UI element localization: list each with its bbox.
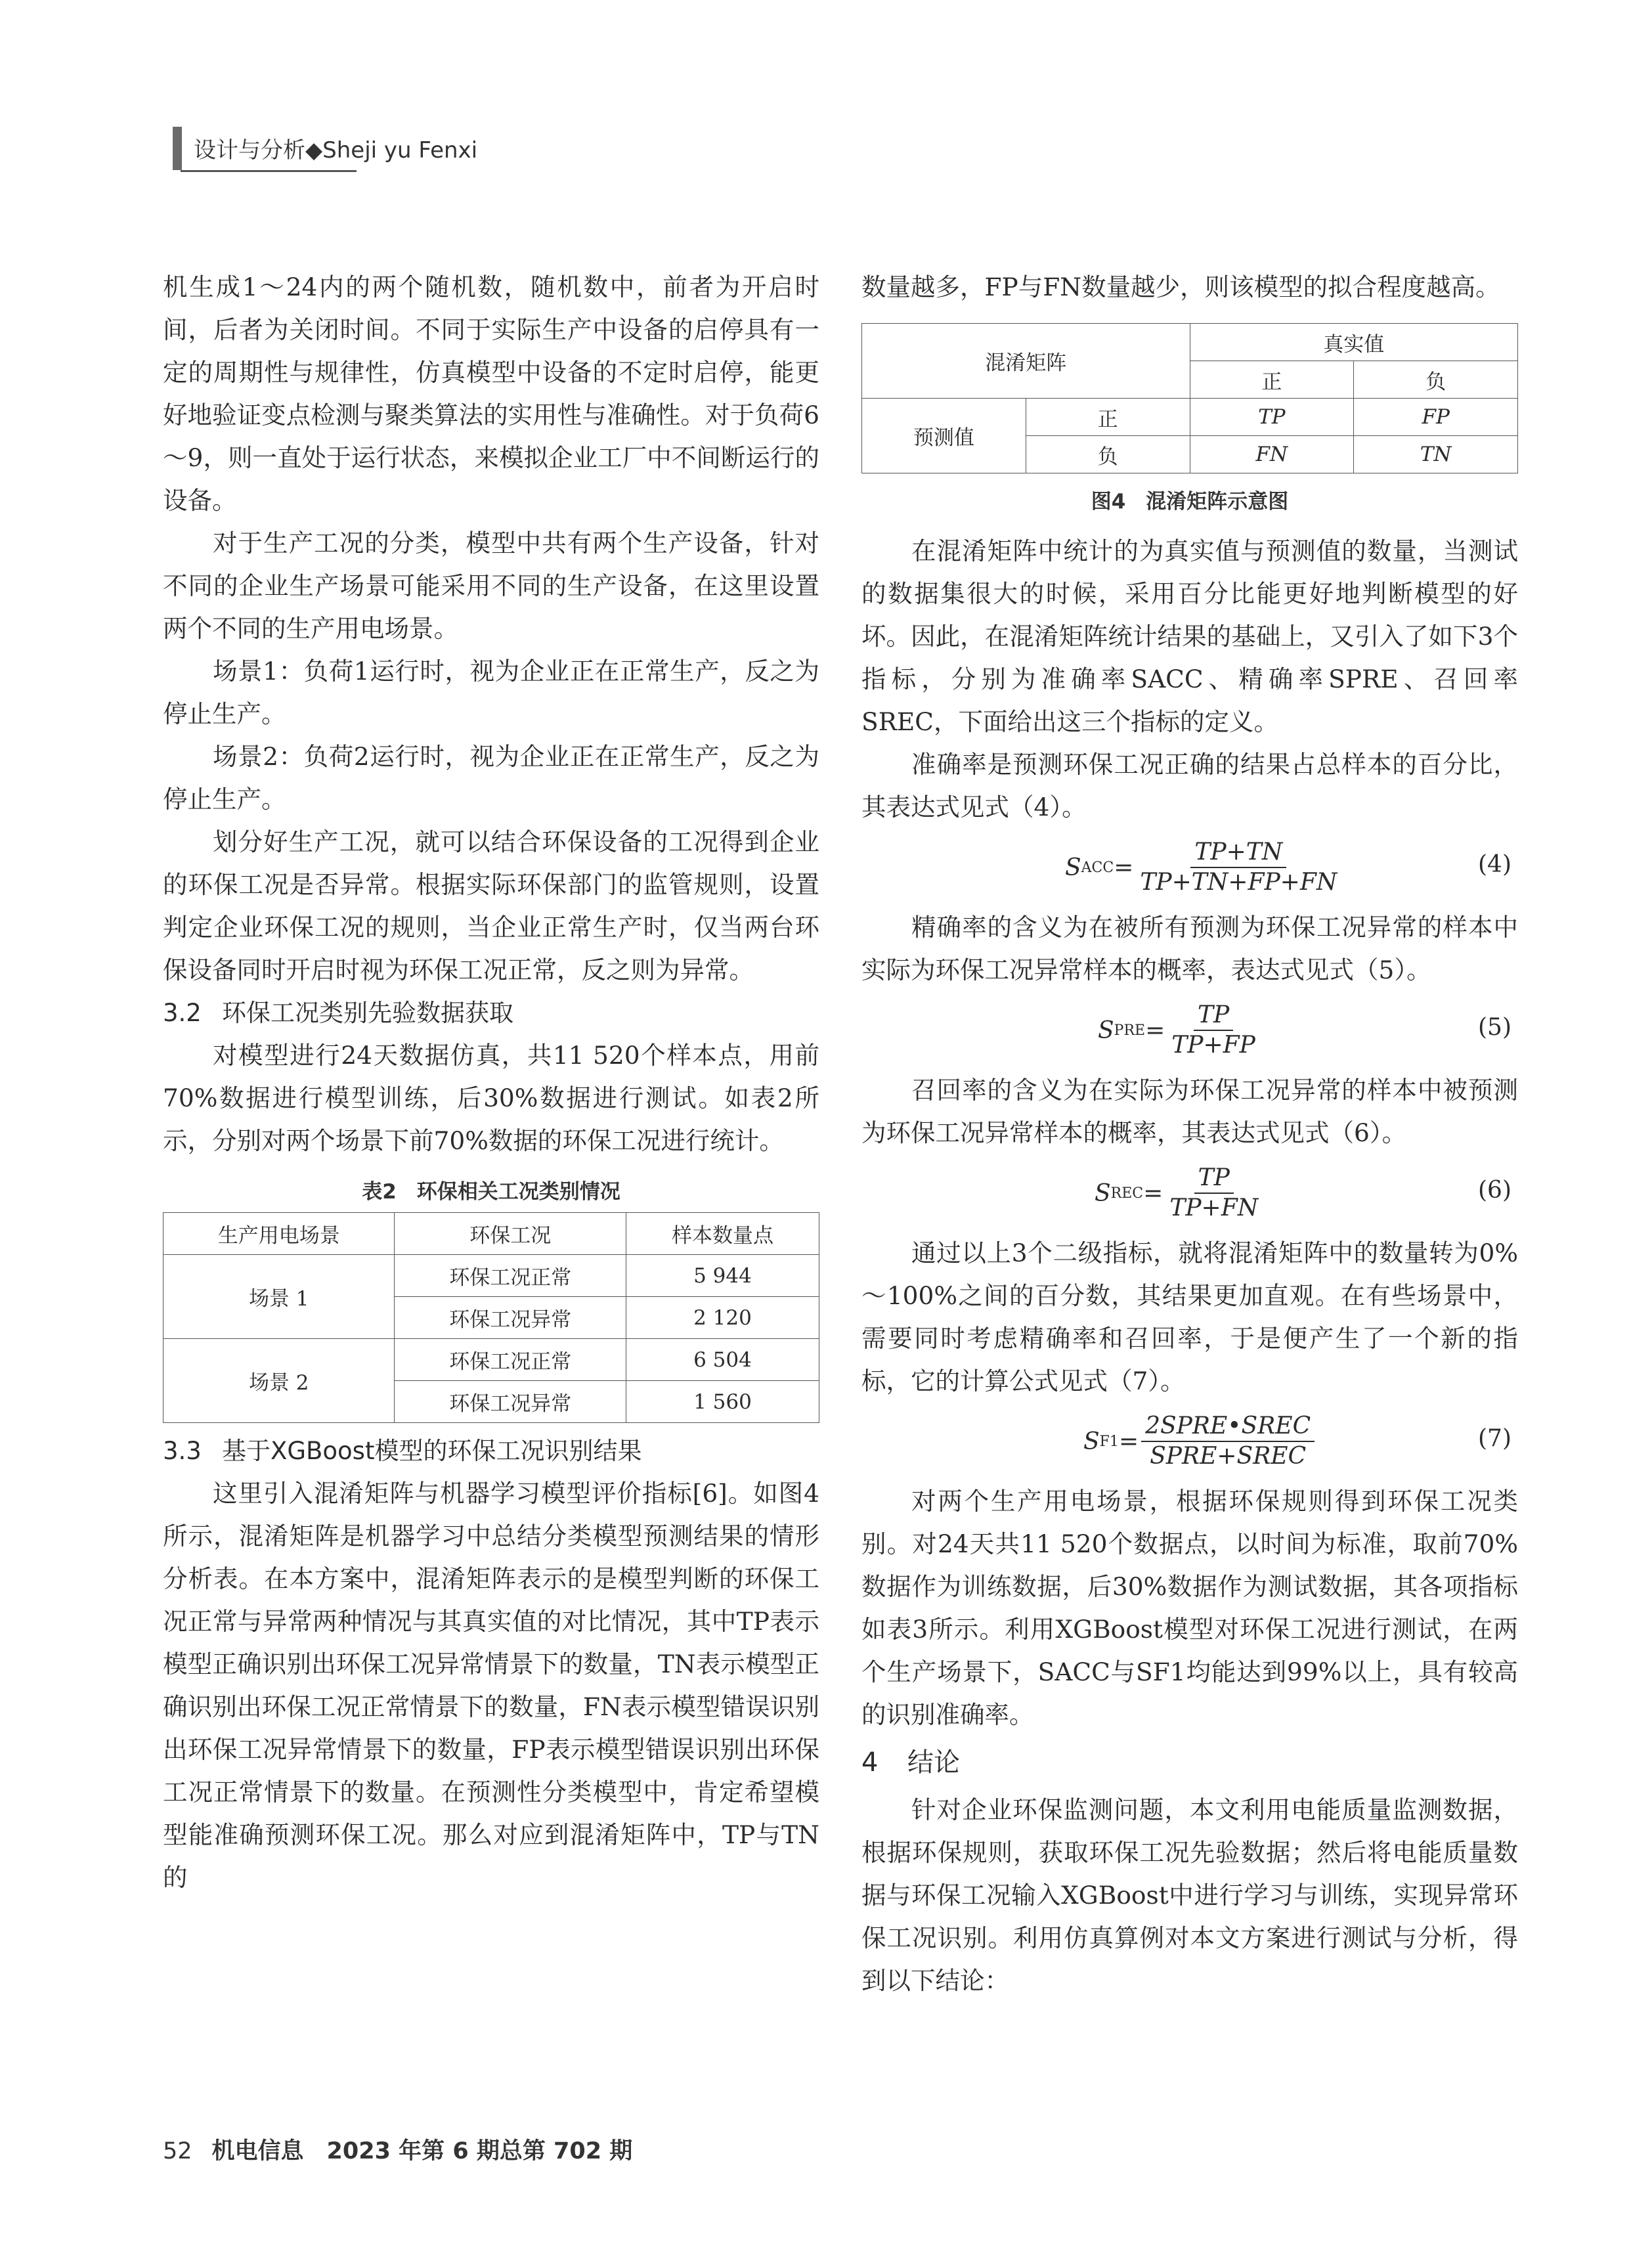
- table-header-cell: 样本数量点: [626, 1213, 819, 1255]
- paragraph: 准确率是预测环保工况正确的结果占总样本的百分比，其表达式见式（4）。: [861, 750, 1518, 822]
- equation-6: S REC = $\frac{TP}{TP+FN}$ (6): [1095, 1164, 1511, 1221]
- cm-corner-cell: 混淆矩阵: [862, 324, 1190, 399]
- section-heading-3-2: 3.2 环保工况类别先验数据获取: [163, 999, 513, 1027]
- equation-number: (6): [1478, 1177, 1511, 1204]
- paragraph: 在混淆矩阵中统计的为真实值与预测值的数量，当测试的数据集很大的时候，采用百分比能更好地判断模型的好坏。因此，在混淆矩阵统计结果的基础上，又引入了如下3个指标，分别为准确率SACC、精确率SPRE、召回率SREC，下面给出这三个指标的定义。: [861, 537, 1518, 736]
- section-heading-3-3: 3.3 基于XGBoost模型的环保工况识别结果: [163, 1437, 642, 1465]
- paragraph: 对于生产工况的分类，模型中共有两个生产设备，针对不同的企业生产场景可能采用不同的生产设备，在这里设置两个不同的生产用电场景。: [163, 529, 819, 643]
- table2: [163, 1212, 819, 1423]
- left-column: [163, 266, 819, 1899]
- paragraph: 场景2：负荷2运行时，视为企业正在正常生产，反之为停止生产。: [163, 742, 819, 814]
- table-row: [163, 1339, 819, 1381]
- table-header-row: [163, 1213, 819, 1255]
- paragraph: 精确率的含义为在被所有预测为环保工况异常的样本中实际为环保工况异常样本的概率，表达式见式（5）。: [861, 913, 1518, 984]
- table-cell-scene: 场景 2: [163, 1339, 395, 1423]
- header-section-label: 设计与分析◆Sheji yu Fenxi: [194, 137, 478, 164]
- equation-number: (4): [1478, 851, 1511, 878]
- cm-pred-header: 预测值: [862, 399, 1026, 473]
- paragraph: 对两个生产用电场景，根据环保规则得到环保工况类别。对24天共11 520个数据点，以时间为标准，取前70%数据作为训练数据，后30%数据作为测试数据，其各项指标如表3所示。利用XGBoost模型对环保工况进行测试，在两个生产场景下，SACC与SF1均能达到99%以上，具有较高的识别准确率。: [861, 1487, 1518, 1729]
- header-rule: [181, 170, 357, 172]
- paragraph: 划分好生产工况，就可以结合环保设备的工况得到企业的环保工况是否异常。根据实际环保部门的监管规则，设置判定企业环保工况的规则，当企业正常生产时，仅当两台环保设备同时开启时视为环保工况正常，反之则为异常。: [163, 827, 819, 984]
- table-header-cell: 生产用电场景: [163, 1213, 395, 1255]
- table-cell: 环保工况异常: [395, 1297, 626, 1339]
- table-cell: 5 944: [626, 1255, 819, 1297]
- cm-pred-pos-header: 正: [1026, 399, 1190, 436]
- right-column: [861, 266, 1518, 2002]
- table-cell: 2 120: [626, 1297, 819, 1339]
- cm-cell-fp: FP: [1354, 399, 1518, 436]
- cm-cell-tp: TP: [1190, 399, 1354, 436]
- table-cell: 1 560: [626, 1381, 819, 1423]
- table2-caption: 表2 环保相关工况类别情况: [362, 1180, 620, 1204]
- cm-pred-neg-header: 负: [1026, 436, 1190, 473]
- cm-true-header: 真实值: [1190, 324, 1518, 361]
- figure4-caption: 图4 混淆矩阵示意图: [1091, 490, 1289, 514]
- cm-true-neg-header: 负: [1354, 361, 1518, 399]
- table-cell: 环保工况正常: [395, 1255, 626, 1297]
- paragraph: 通过以上3个二级指标，就将混淆矩阵中的数量转为0%～100%之间的百分数，其结果更加直观。在有些场景中，需要同时考虑精确率和召回率，于是便产生了一个新的指标，它的计算公式见式（7）。: [861, 1238, 1518, 1395]
- table-cell: 环保工况正常: [395, 1339, 626, 1381]
- journal-info: 机电信息 2023 年第 6 期总第 702 期: [211, 2138, 633, 2164]
- cm-cell-tn: TN: [1354, 436, 1518, 473]
- confusion-matrix-table: [861, 323, 1518, 473]
- cm-true-pos-header: 正: [1190, 361, 1354, 399]
- paragraph: 这里引入混淆矩阵与机器学习模型评价指标[6]。如图4所示，混淆矩阵是机器学习中总结分类模型预测结果的情形分析表。在本方案中，混淆矩阵表示的是模型判断的环保工况正常与异常两种情况与其真实值的对比情况，其中TP表示模型正确识别出环保工况异常情景下的数量，TN表示模型正确识别出环保工况正常情景下的数量，FN表示模型错误识别出环保工况异常情景下的数量，FP表示模型错误识别出环保工况正常情景下的数量。在预测性分类模型中，肯定希望模型能准确预测环保工况。那么对应到混淆矩阵中，TP与TN的: [163, 1479, 819, 1892]
- cm-cell-fn: FN: [1190, 436, 1354, 473]
- table-cell: 6 504: [626, 1339, 819, 1381]
- paragraph: 机生成1～24内的两个随机数，随机数中，前者为开启时间，后者为关闭时间。不同于实际生产中设备的启停具有一定的周期性与规律性，仿真模型中设备的不定时启停，能更好地验证变点检测与聚类算法的实用性与准确性。对于负荷6～9，则一直处于运行状态，来模拟企业工厂中不间断运行的设备。: [163, 273, 819, 515]
- equation-number: (5): [1478, 1014, 1511, 1041]
- section-heading-4: 4 结论: [861, 1747, 960, 1778]
- page-footer: [163, 2133, 632, 2166]
- table-cell-scene: 场景 1: [163, 1255, 395, 1339]
- paragraph: 召回率的含义为在实际为环保工况异常的样本中被预测为环保工况异常样本的概率，其表达式见式（6）。: [861, 1076, 1518, 1147]
- equation-number: (7): [1478, 1425, 1511, 1452]
- table-row: [163, 1255, 819, 1297]
- paragraph: 对模型进行24天数据仿真，共11 520个样本点，用前70%数据进行模型训练，后30%数据进行测试。如表2所示，分别对两个场景下前70%数据的环保工况进行统计。: [163, 1041, 819, 1155]
- equation-5: S PRE = $\frac{TP}{TP+FP}$ (5): [1098, 1001, 1511, 1059]
- header-bar-mark: [173, 127, 182, 170]
- table-cell: 环保工况异常: [395, 1381, 626, 1423]
- paragraph: 数量越多，FP与FN数量越少，则该模型的拟合程度越高。: [861, 273, 1500, 301]
- equation-7: S F1 = $\frac{\text{2SPRE•SREC}}{\text{SPRE+SREC}}$ (7): [1083, 1413, 1511, 1470]
- page-number: 52: [163, 2138, 192, 2164]
- equation-4: S ACC = $\frac{TP+TN}{TP+TN+FP+FN}$ (4): [1065, 839, 1511, 896]
- paragraph: 场景1：负荷1运行时，视为企业正在正常生产，反之为停止生产。: [163, 657, 819, 728]
- paragraph: 针对企业环保监测问题，本文利用电能质量监测数据，根据环保规则，获取环保工况先验数据；然后将电能质量数据与环保工况输入XGBoost中进行学习与训练，实现异常环保工况识别。利用仿真算例对本文方案进行测试与分析，得到以下结论：: [861, 1795, 1518, 1995]
- table-header-cell: 环保工况: [395, 1213, 626, 1255]
